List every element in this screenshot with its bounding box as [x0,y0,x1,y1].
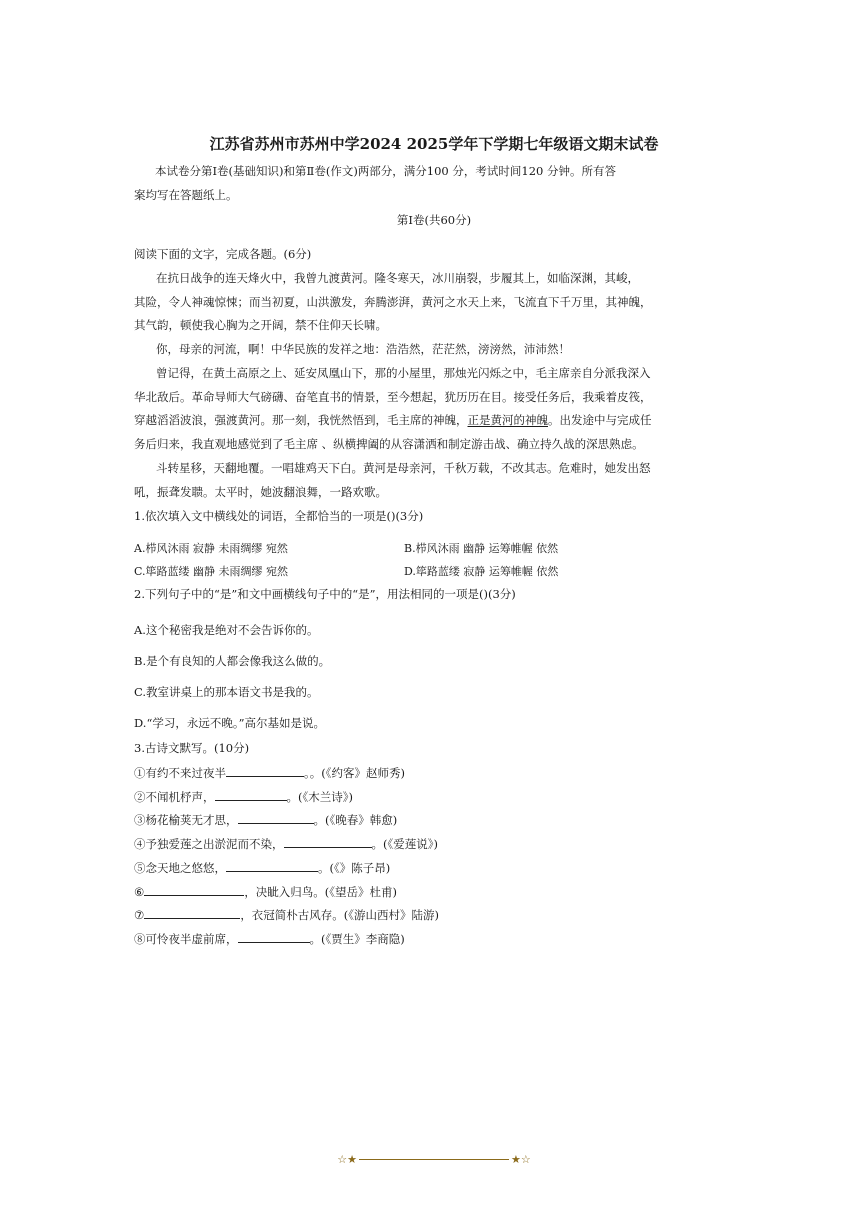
q1-option-a: A.栉风沐雨 寂静 未雨绸缪 宛然 [134,542,288,555]
q3-item-3: ③杨花榆荚无才思， 。(《晚春》韩愈) [134,813,398,827]
intro-line-1: 本试卷分第Ⅰ卷(基础知识)和第Ⅱ卷(作文)两部分，满分100 分，考试时间120 分钟。所有答 [155,164,617,178]
q2-option-a: A.这个秘密我是绝对不会告诉你的。 [134,623,319,637]
passage-p3-line2: 华北敌后。革命导师大气磅礴、奋笔直书的情景，至今想起，犹历历在目。接受任务后，我乘着皮筏， [134,390,652,404]
exam-title: 江苏省苏州市苏州中学2024 2025学年下学期七年级语文期末试卷 [209,135,659,153]
passage-p4-line1: 斗转星移，天翻地覆。一唱雄鸡天下白。黄河是母亲河，千秋万载，不改其志。危难时，她发出怒 [156,461,651,475]
page-footer-ornament [334,1151,534,1167]
q3-item-4: ④予独爱莲之出淤泥而不染， 。(《爱莲说》) [134,837,438,851]
passage-p1-line3: 其气韵，顿使我心胸为之开阔，禁不住仰天长啸。 [134,318,387,332]
q3-item-5: ⑤念天地之悠悠， 。(《》陈子昂) [134,861,391,875]
star-icon: ☆★ [337,1152,357,1166]
passage-p3-line1: 曾记得，在黄土高原之上、延安凤凰山下，那的小屋里，那烛光闪烁之中，毛主席亲自分派我深入 [156,366,651,380]
q1-option-b: B.栉风沐雨 幽静 运筹帷幄 依然 [404,542,559,555]
q1-option-c: C.筚路蓝缕 幽静 未雨绸缪 宛然 [134,565,289,578]
q2-option-c: C.教室讲桌上的那本语文书是我的。 [134,685,319,699]
answer-blank[interactable] [144,883,244,896]
q3-item-7: ⑦ ，衣冠简朴古风存。(《游山西村》陆游) [134,908,440,922]
footer-divider [359,1159,509,1160]
q1-option-d: D.筚路蓝缕 寂静 运筹帷幄 依然 [404,565,559,578]
q2-option-b: B.是个有良知的人都会像我这么做的。 [134,654,331,668]
answer-blank[interactable] [226,859,318,872]
reading-prompt: 阅读下面的文字，完成各题。(6分) [134,247,312,261]
passage-p4-line2: 吼，振聋发聩。太平时，她波翻浪舞，一路欢歌。 [134,485,387,499]
answer-blank[interactable] [238,930,310,943]
answer-blank[interactable] [226,764,304,777]
q3-item-6: ⑥ ，决眦入归鸟。(《望岳》杜甫) [134,885,398,899]
answer-blank[interactable] [144,906,240,919]
intro-line-2: 案均写在答题纸上。 [134,188,238,202]
q3-item-2: ②不闻机杼声， 。(《木兰诗》) [134,790,353,804]
star-icon: ★☆ [511,1152,531,1166]
q2-option-d: D.“学习，永远不晚。”高尔基如是说。 [134,716,325,730]
passage-p1-line1: 在抗日战争的连天烽火中，我曾九渡黄河。隆冬寒天，冰川崩裂，步履其上，如临深渊，其峻， [156,271,639,285]
passage-p3-line3-b: 。出发途中与完成任 [548,413,652,427]
underlined-sentence: 正是黄河的神魄 [467,413,548,427]
q1-stem: 1.依次填入文中横线处的词语，全都恰当的一项是()(3分) [134,509,424,523]
q3-stem: 3.古诗文默写。(10分) [134,741,250,755]
answer-blank[interactable] [215,788,287,801]
q2-stem: 2.下列句子中的“是”和文中画横线句子中的“是”，用法相同的一项是()(3分) [134,587,516,601]
answer-blank[interactable] [284,835,372,848]
passage-p3-line3-a: 穿越滔滔波浪，强渡黄河。那一刻，我恍然悟到，毛主席的神魄， [134,413,468,427]
passage-p3-line3 [134,412,652,428]
section-title: 第Ⅰ卷(共60分) [396,213,472,227]
passage-p1-line2: 其险，令人神魂惊悚；而当初夏，山洪激发，奔腾澎湃，黄河之水天上来，飞流直下千万里，其神魄， [134,295,652,309]
q3-item-1: ①有约不来过夜半 。。(《约客》赵师秀) [134,766,405,780]
passage-p2: 你，母亲的河流，啊！中华民族的发祥之地：浩浩然，茫茫然，滂滂然，沛沛然！ [156,342,570,356]
answer-blank[interactable] [238,811,314,824]
q3-item-8: ⑧可怜夜半虚前席， 。(《贾生》李商隐) [134,932,405,946]
passage-p3-line4: 务后归来，我直观地感觉到了毛主席 、纵横捭阖的从容潇洒和制定游击战、确立持久战的深思熟虑。 [134,437,644,451]
